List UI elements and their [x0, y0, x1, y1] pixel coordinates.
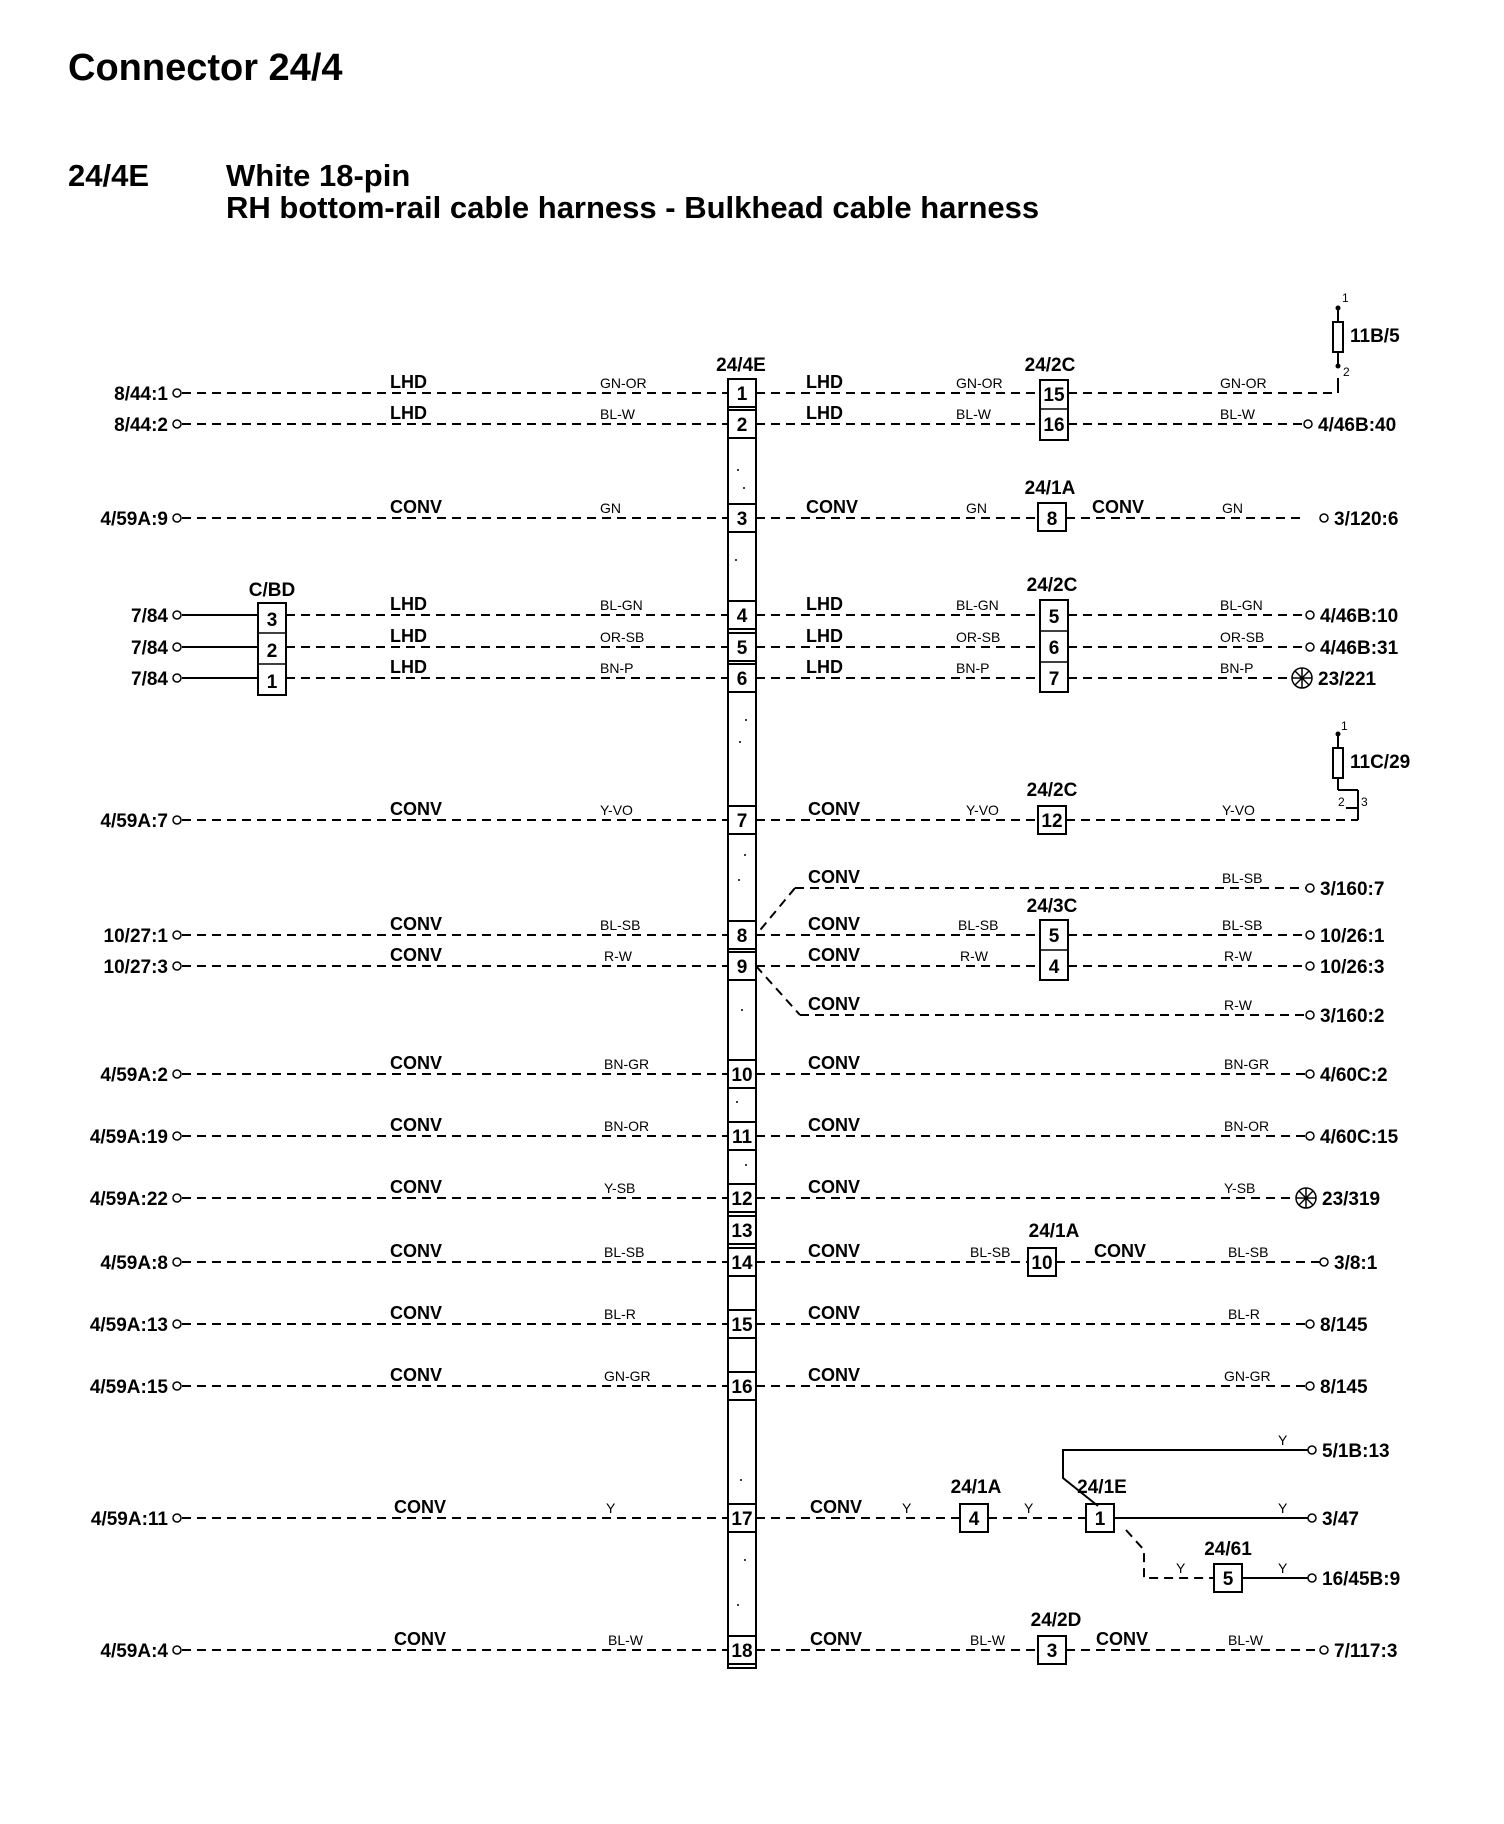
variant-label: CONV — [808, 1241, 861, 1261]
wire-color: GN-OR — [600, 375, 647, 391]
c243c-label: 24/3C — [1026, 896, 1078, 917]
cbd-label: C/BD — [248, 580, 296, 601]
variant-label: CONV — [390, 1241, 443, 1261]
wire-color: Y — [1278, 1500, 1288, 1516]
variant-label: CONV — [808, 914, 861, 934]
cbd-pin-2: 2 — [266, 641, 278, 662]
variant-label: CONV — [808, 994, 861, 1014]
pin-number: 1 — [736, 384, 748, 405]
wire-color: BL-GN — [956, 597, 999, 613]
right-terminal: 8/145 — [1320, 1315, 1368, 1336]
c242c-p7-label: 24/2C — [1026, 780, 1078, 801]
right-terminal: 5/1B:13 — [1322, 1441, 1390, 1462]
wire-color: Y — [1278, 1560, 1288, 1576]
left-terminal: 4/59A:9 — [100, 509, 168, 530]
c241a-p3-pin: 8 — [1046, 509, 1058, 530]
wire-color: BL-SB — [1222, 870, 1263, 886]
c242c-p7-pin: 12 — [1041, 811, 1063, 832]
variant-label: CONV — [810, 1497, 863, 1517]
pin-number: 3 — [736, 509, 748, 530]
left-terminal: 8/44:2 — [114, 415, 168, 436]
solid-lines — [182, 378, 1358, 1578]
left-terminals — [173, 389, 181, 1654]
c2461-pin: 5 — [1222, 1569, 1234, 1590]
variant-label: LHD — [806, 594, 843, 614]
main-connector-label: 24/4E — [716, 355, 766, 376]
wire-color: GN — [600, 500, 621, 516]
wire-color: Y — [1278, 1432, 1288, 1448]
left-terminal: 8/44:1 — [114, 384, 168, 405]
right-terminal: 3/8:1 — [1334, 1253, 1378, 1274]
left-terminal: 7/84 — [131, 638, 168, 659]
left-terminal: 4/59A:4 — [100, 1641, 168, 1662]
variant-label: CONV — [808, 867, 861, 887]
wire-color: BL-W — [1220, 406, 1255, 422]
right-terminal: 16/45B:9 — [1322, 1569, 1401, 1590]
wire-color: Y — [1024, 1500, 1034, 1516]
wire-color: BL-SB — [970, 1244, 1011, 1260]
wire-color: BL-GN — [1220, 597, 1263, 613]
pin-number: 7 — [736, 811, 748, 832]
right-terminal: 10/26:3 — [1320, 957, 1385, 978]
left-terminal: 4/59A:2 — [100, 1065, 168, 1086]
variant-label: CONV — [808, 1303, 861, 1323]
wire-color: BN-OR — [1224, 1118, 1270, 1134]
c242d-label: 24/2D — [1030, 1610, 1082, 1631]
variant-label: CONV — [390, 497, 443, 517]
right-terminal: 4/60C:2 — [1320, 1065, 1388, 1086]
pin-number: 11 — [731, 1127, 753, 1148]
variant-label: CONV — [390, 1365, 443, 1385]
pin-number: 4 — [736, 606, 748, 627]
wire-color-labels — [600, 375, 1288, 1648]
wire-color: OR-SB — [1220, 629, 1265, 645]
wire-color: Y-SB — [1224, 1180, 1256, 1196]
wire-color: BL-SB — [958, 917, 999, 933]
right-terminal: 10/26:1 — [1320, 926, 1385, 947]
variant-label: LHD — [390, 372, 427, 392]
c242d-pin: 3 — [1046, 1641, 1058, 1662]
c242c-mid-pin-6: 6 — [1048, 638, 1060, 659]
wire-color: GN — [966, 500, 987, 516]
left-terminal: 7/84 — [131, 669, 168, 690]
fuse-11b5 — [1333, 291, 1400, 379]
wire-color: Y — [606, 1500, 616, 1516]
fuse-11c29-pin-3: 3 — [1361, 795, 1368, 809]
variant-label: CONV — [394, 1497, 447, 1517]
left-terminal: 4/59A:15 — [89, 1377, 168, 1398]
cbd-pin-3: 3 — [266, 610, 278, 631]
variant-label: CONV — [390, 914, 443, 934]
left-terminal: 4/59A:8 — [100, 1253, 168, 1274]
variant-labels — [390, 372, 1148, 1649]
right-terminal: 4/46B:31 — [1320, 638, 1399, 659]
wire-color: BL-SB — [1222, 917, 1263, 933]
right-terminal: 4/60C:15 — [1320, 1127, 1399, 1148]
wire-color: BL-R — [1228, 1306, 1260, 1322]
wire-color: BL-W — [956, 406, 991, 422]
variant-label: CONV — [394, 1629, 447, 1649]
wire-color: BN-P — [1220, 660, 1254, 676]
mid-connectors — [960, 380, 1242, 1664]
right-terminal: 4/46B:40 — [1318, 415, 1397, 436]
wire-color: Y-VO — [600, 802, 633, 818]
variant-label: CONV — [390, 1303, 443, 1323]
variant-label: LHD — [806, 403, 843, 423]
pin-number: 6 — [736, 669, 748, 690]
right-terminal: 23/319 — [1322, 1189, 1381, 1210]
pin-number: 14 — [731, 1253, 753, 1274]
wire-color: BL-SB — [604, 1244, 645, 1260]
variant-label: CONV — [806, 497, 859, 517]
main-pins — [728, 379, 756, 1664]
variant-label: LHD — [390, 626, 427, 646]
pin-number: 16 — [731, 1377, 753, 1398]
wire-color: BN-GR — [604, 1056, 650, 1072]
variant-label: LHD — [390, 657, 427, 677]
variant-label: CONV — [390, 1115, 443, 1135]
variant-label: CONV — [1096, 1629, 1149, 1649]
wire-color: OR-SB — [956, 629, 1001, 645]
variant-label: CONV — [808, 799, 861, 819]
variant-label: CONV — [390, 799, 443, 819]
c241a-p17-pin: 4 — [968, 1509, 980, 1530]
right-terminal: 23/221 — [1318, 669, 1377, 690]
mid-connector-text — [950, 355, 1256, 1662]
c2461-label: 24/61 — [1204, 1539, 1252, 1560]
variant-label: CONV — [808, 1115, 861, 1135]
wire-color: Y-VO — [966, 802, 999, 818]
wire-color: GN-OR — [1220, 375, 1267, 391]
wire-color: Y — [1176, 1560, 1186, 1576]
variant-label: CONV — [390, 945, 443, 965]
right-terminal: 3/120:6 — [1334, 509, 1399, 530]
wire-color: Y — [902, 1500, 912, 1516]
fuse-11b5-pin-2: 2 — [1343, 365, 1350, 379]
right-terminal: 8/145 — [1320, 1377, 1368, 1398]
c242c-top-pin-16: 16 — [1043, 415, 1065, 436]
c241a-p3-label: 24/1A — [1024, 478, 1076, 499]
wire-color: R-W — [960, 948, 988, 964]
wire-color: BL-R — [604, 1306, 636, 1322]
left-terminal: 4/59A:7 — [100, 811, 168, 832]
right-terminal: 3/160:2 — [1320, 1006, 1385, 1027]
variant-label: CONV — [808, 1177, 861, 1197]
c242c-top-label: 24/2C — [1024, 355, 1076, 376]
c243c-pin-5: 5 — [1048, 926, 1060, 947]
pin-number: 18 — [731, 1641, 753, 1662]
connector-harness: RH bottom-rail cable harness - Bulkhead cable harness — [226, 190, 1040, 225]
left-terminal: 4/59A:22 — [89, 1189, 168, 1210]
variant-label: CONV — [1094, 1241, 1147, 1261]
wire-color: BN-P — [600, 660, 634, 676]
wire-color: R-W — [1224, 997, 1252, 1013]
c241e-pin: 1 — [1094, 1509, 1106, 1530]
variant-label: CONV — [390, 1177, 443, 1197]
pin-number: 10 — [731, 1065, 753, 1086]
wire-color: BN-P — [956, 660, 990, 676]
left-terminal-labels — [90, 384, 169, 1662]
right-terminal: 7/117:3 — [1334, 1641, 1398, 1662]
variant-label: LHD — [806, 372, 843, 392]
c243c-pin-4: 4 — [1048, 957, 1060, 978]
variant-label: CONV — [808, 1053, 861, 1073]
wire-color: BL-W — [608, 1632, 643, 1648]
c242c-top-pin-15: 15 — [1043, 385, 1065, 406]
fuse-11c29-pin-1: 1 — [1341, 719, 1348, 733]
connector-id: 24/4E — [68, 158, 150, 193]
left-terminal: 4/59A:13 — [89, 1315, 168, 1336]
left-terminal: 4/59A:19 — [89, 1127, 168, 1148]
right-terminal: 4/46B:10 — [1320, 606, 1399, 627]
c242c-mid-pin-5: 5 — [1048, 607, 1060, 628]
connector-description: White 18-pin — [226, 158, 411, 193]
pin-number: 8 — [736, 926, 748, 947]
variant-label: CONV — [1092, 497, 1145, 517]
wire-lines — [182, 393, 1358, 1650]
c241e-label: 24/1E — [1077, 1477, 1127, 1498]
wire-color: R-W — [1224, 948, 1252, 964]
pin-number: 12 — [731, 1189, 753, 1210]
variant-label: LHD — [806, 657, 843, 677]
pin-number: 9 — [736, 957, 748, 978]
c242c-mid-label: 24/2C — [1026, 575, 1078, 596]
cbd-pin-1: 1 — [266, 672, 278, 693]
right-terminal: 3/160:7 — [1320, 879, 1385, 900]
wire-color: GN-GR — [1224, 1368, 1271, 1384]
wire-color: OR-SB — [600, 629, 645, 645]
wire-color: GN-OR — [956, 375, 1003, 391]
variant-label: CONV — [390, 1053, 443, 1073]
wire-color: BN-OR — [604, 1118, 650, 1134]
wire-color: BL-W — [1228, 1632, 1263, 1648]
fuse-11c29 — [1333, 719, 1410, 809]
pin-number: 5 — [736, 638, 748, 659]
wire-color: BL-W — [600, 406, 635, 422]
c241a-p14-pin: 10 — [1031, 1253, 1053, 1274]
variant-label: LHD — [390, 594, 427, 614]
c241a-p17-label: 24/1A — [950, 1477, 1002, 1498]
wire-color: BL-SB — [1228, 1244, 1269, 1260]
page-title: Connector 24/4 — [68, 47, 343, 89]
left-terminal: 7/84 — [131, 606, 168, 627]
wire-color: GN — [1222, 500, 1243, 516]
c241a-p14-label: 24/1A — [1028, 1221, 1080, 1242]
left-terminal: 10/27:3 — [103, 957, 168, 978]
variant-label: LHD — [806, 626, 843, 646]
wire-color: BL-SB — [600, 917, 641, 933]
right-terminal: 3/47 — [1322, 1509, 1359, 1530]
c242c-mid-pin-7: 7 — [1048, 669, 1060, 690]
right-terminal-labels — [1318, 415, 1400, 1662]
fuse-11b5-label: 11B/5 — [1350, 326, 1400, 347]
wire-color: GN-GR — [604, 1368, 651, 1384]
wire-color: R-W — [604, 948, 632, 964]
wire-color: BL-W — [970, 1632, 1005, 1648]
pin-number: 15 — [731, 1315, 753, 1336]
pin-number: 17 — [731, 1509, 753, 1530]
fuse-11c29-pin-2: 2 — [1338, 795, 1345, 809]
main-connector — [716, 355, 766, 1668]
variant-label: CONV — [808, 945, 861, 965]
fuse-11c29-label: 11C/29 — [1350, 752, 1411, 773]
pin-number: 13 — [731, 1221, 753, 1242]
wire-color: BN-GR — [1224, 1056, 1270, 1072]
variant-label: LHD — [390, 403, 427, 423]
variant-label: CONV — [808, 1365, 861, 1385]
pin-number: 2 — [736, 415, 748, 436]
left-terminal: 4/59A:11 — [90, 1509, 168, 1530]
variant-label: CONV — [810, 1629, 863, 1649]
left-terminal: 10/27:1 — [103, 926, 168, 947]
wire-color: Y-SB — [604, 1180, 636, 1196]
fuse-11b5-pin-1: 1 — [1342, 291, 1349, 305]
wire-color: Y-VO — [1222, 802, 1255, 818]
wire-color: BL-GN — [600, 597, 643, 613]
